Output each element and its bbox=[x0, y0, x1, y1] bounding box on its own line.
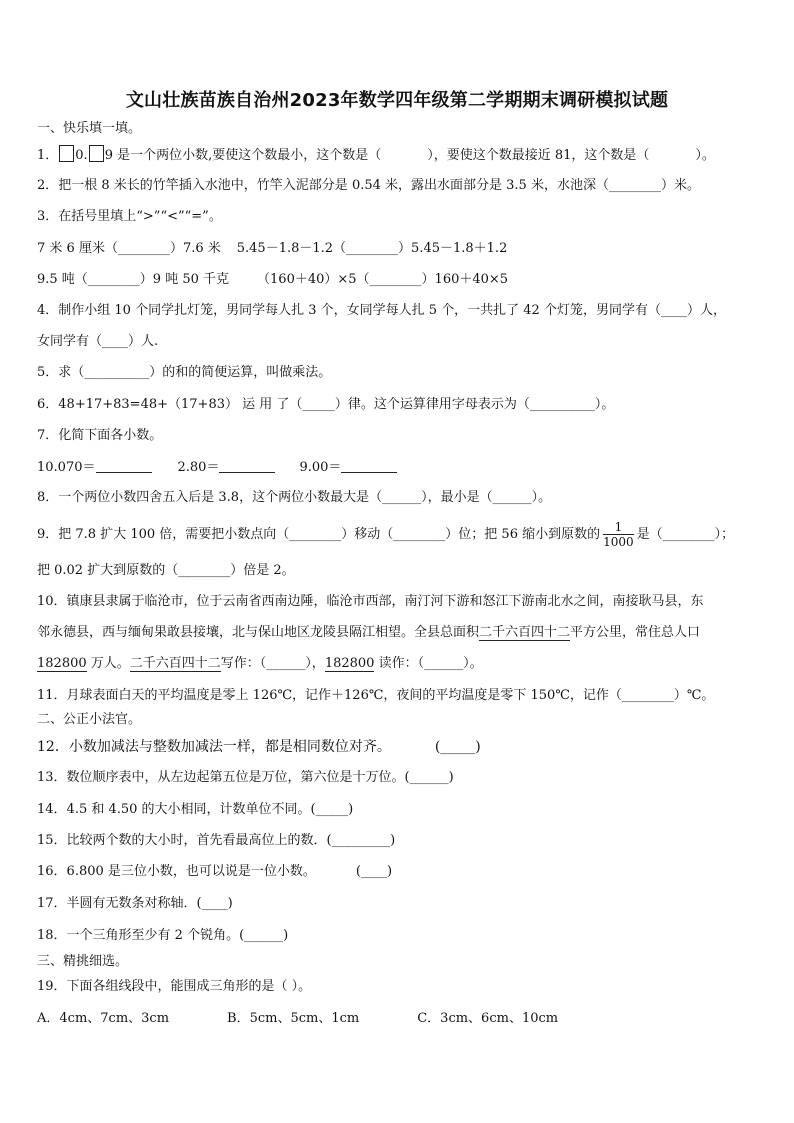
question-8: 8．一个两位小数四舍五入后是 3.8，这个两位小数最大是（______），最小是（______）。 bbox=[37, 490, 552, 505]
q7-answer-b[interactable] bbox=[219, 459, 275, 473]
q12-text: 12．小数加减法与整数加减法一样，都是相同数位对齐。 bbox=[37, 739, 391, 755]
q16-answer: (____) bbox=[355, 864, 393, 879]
question-2: 2．把一根 8 米长的竹竿插入水池中，竹竿入泥部分是 0.54 米，露出水面部分是 3.5 米，水池深（________）米。 bbox=[37, 178, 700, 193]
q10-text-c: 万人。 bbox=[86, 656, 130, 671]
section-1-heading: 一、快乐填一填。 bbox=[37, 121, 142, 136]
q7-item-a: 10.070＝ bbox=[37, 460, 96, 475]
q12-answer: (_____) bbox=[434, 739, 481, 755]
digit-box-2[interactable] bbox=[89, 145, 104, 162]
question-4: 4．制作小组 10 个同学扎灯笼，男同学每人扎 3 个，女同学每人扎 5 个，一共扎了 42 个灯笼，男同学有（____）人， bbox=[37, 303, 726, 318]
q1-text-b: 9 是一个两位小数,要使这个数最小，这个数是（ bbox=[104, 148, 382, 163]
q7-item-b: 2.80＝ bbox=[177, 460, 220, 475]
question-18: 18．一个三角形至少有 2 个锐角。(______) bbox=[37, 928, 289, 943]
question-14: 14．4.5 和 4.50 的大小相同，计数单位不同。(_____) bbox=[37, 802, 354, 817]
question-19: 19．下面各组线段中，能围成三角形的是（ ）。 bbox=[37, 979, 312, 994]
question-12 bbox=[37, 738, 764, 756]
q10-text-e: 读作：（______）。 bbox=[374, 656, 483, 671]
question-7-items bbox=[37, 459, 764, 477]
q3-compare-2: 5.45－1.8－1.2（________）5.45－1.8＋1.2 bbox=[236, 241, 508, 256]
q7-answer-a[interactable] bbox=[96, 459, 152, 473]
option-b[interactable]: B．5cm、5cm、1cm bbox=[227, 1011, 360, 1026]
q1-text-d: ）。 bbox=[695, 148, 715, 163]
page-title: 文山壮族苗族自治州2023年数学四年级第二学期期末调研模拟试题 bbox=[125, 90, 669, 111]
question-13: 13．数位顺序表中，从左边起第五位是万位，第六位是十万位。(______) bbox=[37, 770, 454, 785]
question-9-cont: 把 0.02 扩大到原数的（________）倍是 2。 bbox=[37, 563, 295, 578]
question-3-row-2 bbox=[37, 271, 764, 289]
section-2-heading: 二、公正小法官。 bbox=[37, 712, 142, 727]
question-6: 6．48+17+83=48+（17+83） 运 用 了（_____）律。这个运算律用字母表示为（__________）。 bbox=[37, 397, 615, 412]
question-16 bbox=[37, 863, 764, 881]
question-4-cont: 女同学有（____）人. bbox=[37, 334, 159, 349]
digit-box-1[interactable] bbox=[59, 145, 74, 162]
q10-underlined-area: 二千六百四十二 bbox=[479, 625, 571, 640]
q10-text-d: 写作：（______）， bbox=[220, 656, 325, 671]
question-17: 17．半圆有无数条对称轴．(____) bbox=[37, 896, 233, 911]
q3-compare-3: 9.5 吨（________）9 吨 50 千克 bbox=[37, 272, 230, 287]
q16-text: 16．6.800 是三位小数，也可以说是一位小数。 bbox=[37, 864, 316, 879]
q10-text-b: 平方公里，常住总人口 bbox=[570, 625, 701, 640]
q9-fraction bbox=[603, 520, 634, 549]
section-3-heading: 三、精挑细选。 bbox=[37, 954, 129, 969]
fraction-numerator: 1 bbox=[603, 520, 634, 535]
question-3-row-1 bbox=[37, 240, 764, 258]
q7-item-c: 9.00＝ bbox=[299, 460, 342, 475]
q1-number: 1． bbox=[37, 148, 59, 163]
question-15: 15．比较两个数的大小时，首先看最高位上的数．(_________) bbox=[37, 833, 396, 848]
question-19-options bbox=[37, 1010, 764, 1028]
q7-answer-c[interactable] bbox=[341, 459, 397, 473]
question-7: 7．化简下面各小数。 bbox=[37, 428, 163, 443]
q10-underlined-area-2: 二千六百四十二 bbox=[129, 656, 221, 671]
q3-compare-1: 7 米 6 厘米（________）7.6 米 bbox=[37, 241, 221, 256]
q1-text-c: ），要使这个数最接近 81，这个数是（ bbox=[427, 148, 650, 163]
question-10-line-2 bbox=[37, 624, 764, 642]
q9-text-a: 9．把 7.8 扩大 100 倍，需要把小数点向（________）移动（________）位；把 56 缩小到原数的 bbox=[37, 527, 601, 542]
q1-text-a: 0. bbox=[75, 148, 88, 163]
question-9 bbox=[37, 520, 764, 549]
question-11: 11．月球表面白天的平均温度是零上 126℃，记作＋126℃，夜间的平均温度是零下 150℃，记作（________）℃。 bbox=[37, 688, 715, 703]
q10-text-a: 邻永德县，西与缅甸果敢县接壤，北与保山地区龙陵县隔江相望。全县总面积 bbox=[37, 625, 480, 640]
q3-compare-4: （160＋40）×5（________）160＋40×5 bbox=[257, 272, 509, 287]
question-1 bbox=[37, 145, 764, 165]
question-5: 5．求（__________）的和的简便运算，叫做乘法。 bbox=[37, 365, 332, 380]
question-3: 3．在括号里填上“>”“<”“=”。 bbox=[37, 209, 222, 224]
q9-text-b: 是（________）； bbox=[636, 527, 735, 542]
q10-underlined-population: 182800 bbox=[37, 656, 87, 671]
fraction-denominator: 1000 bbox=[603, 535, 634, 549]
q10-underlined-population-2: 182800 bbox=[324, 656, 375, 671]
question-10-line-3 bbox=[37, 655, 764, 673]
question-10: 10．镇康县隶属于临沧市，位于云南省西南边陲，临沧市西部，南汀河下游和怒江下游南北水之间，南接耿马县，东 bbox=[37, 594, 704, 609]
option-c[interactable]: C．3cm、6cm、10cm bbox=[417, 1011, 559, 1026]
option-a[interactable]: A．4cm、7cm、3cm bbox=[37, 1011, 170, 1026]
